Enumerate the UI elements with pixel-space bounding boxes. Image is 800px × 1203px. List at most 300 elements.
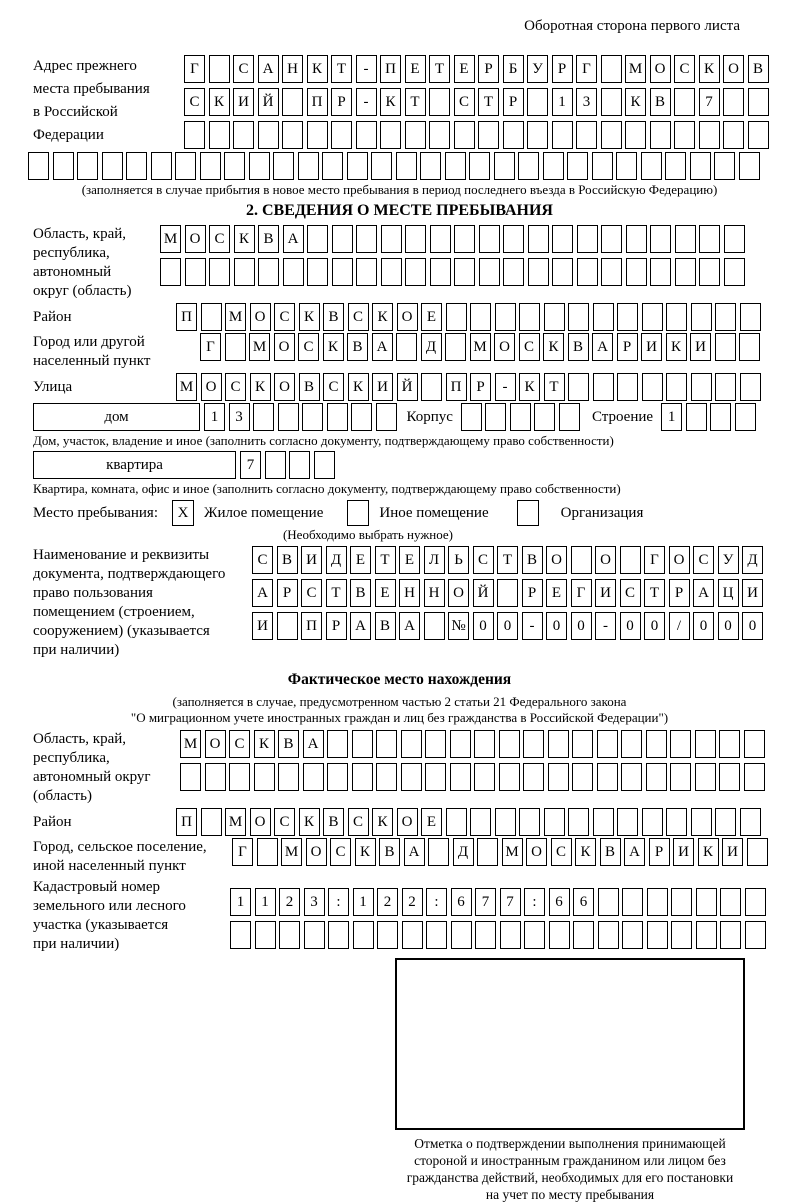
char-cell[interactable] — [205, 763, 226, 791]
char-cell[interactable]: О — [526, 838, 547, 866]
char-cell[interactable] — [576, 121, 597, 149]
char-cell[interactable]: : — [524, 888, 545, 916]
char-cell[interactable] — [454, 121, 475, 149]
char-cell[interactable] — [646, 763, 667, 791]
char-cell[interactable] — [503, 225, 524, 253]
char-cell[interactable] — [571, 546, 592, 574]
char-cell[interactable] — [740, 373, 761, 401]
char-cell[interactable] — [402, 921, 423, 949]
char-cell[interactable] — [650, 258, 671, 286]
char-cell[interactable] — [577, 258, 598, 286]
char-cell[interactable] — [720, 921, 741, 949]
char-cell[interactable]: О — [546, 546, 567, 574]
char-cell[interactable]: В — [600, 838, 621, 866]
char-cell[interactable] — [351, 403, 372, 431]
char-cell[interactable]: Е — [405, 55, 426, 83]
char-cell[interactable]: С — [209, 225, 230, 253]
char-cell[interactable]: Н — [424, 579, 445, 607]
char-cell[interactable]: И — [690, 333, 711, 361]
checkbox-inoe[interactable] — [347, 500, 369, 526]
char-cell[interactable] — [503, 258, 524, 286]
char-cell[interactable]: С — [252, 546, 273, 574]
char-cell[interactable] — [28, 152, 49, 180]
char-cell[interactable]: О — [306, 838, 327, 866]
char-cell[interactable] — [102, 152, 123, 180]
char-cell[interactable]: Р — [478, 55, 499, 83]
char-cell[interactable] — [377, 921, 398, 949]
char-cell[interactable]: С — [274, 808, 295, 836]
char-cell[interactable]: Д — [453, 838, 474, 866]
char-cell[interactable] — [715, 333, 736, 361]
char-cell[interactable] — [356, 258, 377, 286]
char-cell[interactable]: Р — [649, 838, 670, 866]
char-cell[interactable]: О — [274, 333, 295, 361]
char-cell[interactable] — [479, 258, 500, 286]
char-cell[interactable] — [671, 888, 692, 916]
char-cell[interactable]: Р — [331, 88, 352, 116]
char-cell[interactable]: И — [372, 373, 393, 401]
char-cell[interactable] — [572, 730, 593, 758]
char-cell[interactable]: Р — [503, 88, 524, 116]
char-cell[interactable]: Р — [326, 612, 347, 640]
char-cell[interactable]: Т — [644, 579, 665, 607]
char-cell[interactable] — [559, 403, 580, 431]
char-cell[interactable]: А — [283, 225, 304, 253]
char-cell[interactable]: К — [372, 808, 393, 836]
char-cell[interactable]: С — [184, 88, 205, 116]
char-cell[interactable] — [696, 888, 717, 916]
char-cell[interactable]: Н — [399, 579, 420, 607]
char-cell[interactable]: 2 — [377, 888, 398, 916]
char-cell[interactable]: 2 — [402, 888, 423, 916]
char-cell[interactable] — [621, 730, 642, 758]
char-cell[interactable] — [647, 888, 668, 916]
char-cell[interactable]: В — [522, 546, 543, 574]
char-cell[interactable] — [446, 808, 467, 836]
char-cell[interactable]: К — [699, 55, 720, 83]
checkbox-organizatsiya[interactable] — [517, 500, 539, 526]
char-cell[interactable] — [748, 121, 769, 149]
char-cell[interactable] — [352, 730, 373, 758]
char-cell[interactable] — [552, 121, 573, 149]
char-cell[interactable] — [740, 303, 761, 331]
char-cell[interactable]: С — [330, 838, 351, 866]
char-cell[interactable] — [209, 258, 230, 286]
char-cell[interactable]: К — [209, 88, 230, 116]
char-cell[interactable] — [626, 225, 647, 253]
char-cell[interactable] — [209, 55, 230, 83]
char-cell[interactable]: И — [673, 838, 694, 866]
char-cell[interactable] — [524, 921, 545, 949]
char-cell[interactable] — [278, 403, 299, 431]
char-cell[interactable] — [479, 225, 500, 253]
char-cell[interactable]: С — [473, 546, 494, 574]
char-cell[interactable] — [699, 121, 720, 149]
char-cell[interactable]: С — [225, 373, 246, 401]
char-cell[interactable] — [371, 152, 392, 180]
char-cell[interactable]: 3 — [304, 888, 325, 916]
char-cell[interactable]: О — [250, 808, 271, 836]
char-cell[interactable] — [745, 888, 766, 916]
char-cell[interactable] — [503, 121, 524, 149]
char-cell[interactable] — [719, 730, 740, 758]
char-cell[interactable] — [650, 225, 671, 253]
char-cell[interactable]: О — [205, 730, 226, 758]
char-cell[interactable] — [405, 225, 426, 253]
char-cell[interactable] — [592, 152, 613, 180]
char-cell[interactable] — [331, 121, 352, 149]
char-cell[interactable]: Г — [571, 579, 592, 607]
char-cell[interactable]: У — [527, 55, 548, 83]
char-cell[interactable]: О — [201, 373, 222, 401]
char-cell[interactable] — [568, 303, 589, 331]
char-cell[interactable] — [691, 373, 712, 401]
char-cell[interactable] — [739, 333, 760, 361]
char-cell[interactable]: : — [328, 888, 349, 916]
char-cell[interactable] — [745, 921, 766, 949]
char-cell[interactable] — [425, 763, 446, 791]
char-cell[interactable]: В — [347, 333, 368, 361]
char-cell[interactable] — [740, 808, 761, 836]
char-cell[interactable]: 0 — [718, 612, 739, 640]
char-cell[interactable] — [478, 121, 499, 149]
char-cell[interactable] — [528, 258, 549, 286]
char-cell[interactable] — [201, 303, 222, 331]
char-cell[interactable]: С — [233, 55, 254, 83]
char-cell[interactable] — [642, 373, 663, 401]
char-cell[interactable] — [720, 888, 741, 916]
char-cell[interactable] — [474, 730, 495, 758]
char-cell[interactable] — [160, 258, 181, 286]
char-cell[interactable] — [352, 763, 373, 791]
char-cell[interactable]: В — [278, 730, 299, 758]
char-cell[interactable]: М — [180, 730, 201, 758]
char-cell[interactable] — [691, 303, 712, 331]
char-cell[interactable] — [597, 730, 618, 758]
char-cell[interactable] — [719, 763, 740, 791]
char-cell[interactable]: У — [718, 546, 739, 574]
char-cell[interactable] — [552, 258, 573, 286]
char-cell[interactable]: Т — [405, 88, 426, 116]
char-cell[interactable]: В — [650, 88, 671, 116]
char-cell[interactable]: Б — [503, 55, 524, 83]
char-cell[interactable] — [470, 303, 491, 331]
char-cell[interactable]: 1 — [353, 888, 374, 916]
char-cell[interactable] — [249, 152, 270, 180]
char-cell[interactable] — [347, 152, 368, 180]
char-cell[interactable] — [396, 333, 417, 361]
char-cell[interactable]: В — [323, 303, 344, 331]
char-cell[interactable] — [445, 333, 466, 361]
char-cell[interactable] — [430, 225, 451, 253]
char-cell[interactable] — [401, 763, 422, 791]
char-cell[interactable] — [429, 121, 450, 149]
char-cell[interactable]: С — [348, 808, 369, 836]
char-cell[interactable]: А — [372, 333, 393, 361]
char-cell[interactable] — [200, 152, 221, 180]
char-cell[interactable]: В — [748, 55, 769, 83]
char-cell[interactable] — [376, 730, 397, 758]
char-cell[interactable] — [77, 152, 98, 180]
char-cell[interactable] — [625, 121, 646, 149]
char-cell[interactable]: А — [624, 838, 645, 866]
char-cell[interactable] — [715, 373, 736, 401]
char-cell[interactable]: А — [303, 730, 324, 758]
char-cell[interactable]: М — [625, 55, 646, 83]
char-cell[interactable]: В — [323, 808, 344, 836]
char-cell[interactable]: К — [698, 838, 719, 866]
char-cell[interactable] — [527, 88, 548, 116]
char-cell[interactable] — [714, 152, 735, 180]
char-cell[interactable] — [601, 258, 622, 286]
char-cell[interactable] — [421, 373, 442, 401]
char-cell[interactable]: О — [397, 808, 418, 836]
char-cell[interactable]: М — [249, 333, 270, 361]
char-cell[interactable] — [695, 730, 716, 758]
char-cell[interactable] — [620, 546, 641, 574]
char-cell[interactable]: Г — [200, 333, 221, 361]
char-cell[interactable]: К — [323, 333, 344, 361]
char-cell[interactable] — [307, 121, 328, 149]
char-cell[interactable]: - — [595, 612, 616, 640]
char-cell[interactable]: К — [254, 730, 275, 758]
char-cell[interactable]: 7 — [475, 888, 496, 916]
char-cell[interactable]: О — [185, 225, 206, 253]
char-cell[interactable] — [381, 225, 402, 253]
char-cell[interactable] — [282, 88, 303, 116]
char-cell[interactable]: К — [355, 838, 376, 866]
char-cell[interactable] — [543, 152, 564, 180]
char-cell[interactable]: В — [375, 612, 396, 640]
char-cell[interactable]: Д — [742, 546, 763, 574]
char-cell[interactable]: Т — [544, 373, 565, 401]
char-cell[interactable]: К — [299, 303, 320, 331]
char-cell[interactable]: К — [299, 808, 320, 836]
char-cell[interactable]: - — [356, 55, 377, 83]
char-cell[interactable] — [428, 838, 449, 866]
char-cell[interactable]: Г — [576, 55, 597, 83]
char-cell[interactable] — [674, 88, 695, 116]
char-cell[interactable] — [523, 763, 544, 791]
char-cell[interactable] — [450, 763, 471, 791]
char-cell[interactable] — [642, 303, 663, 331]
char-cell[interactable] — [666, 373, 687, 401]
char-cell[interactable] — [650, 121, 671, 149]
char-cell[interactable] — [622, 921, 643, 949]
char-cell[interactable] — [461, 403, 482, 431]
char-cell[interactable]: О — [650, 55, 671, 83]
char-cell[interactable] — [332, 258, 353, 286]
char-cell[interactable] — [699, 258, 720, 286]
char-cell[interactable]: 0 — [742, 612, 763, 640]
char-cell[interactable] — [303, 763, 324, 791]
char-cell[interactable]: М — [470, 333, 491, 361]
char-cell[interactable]: А — [258, 55, 279, 83]
char-cell[interactable] — [230, 921, 251, 949]
char-cell[interactable] — [126, 152, 147, 180]
char-cell[interactable] — [567, 152, 588, 180]
char-cell[interactable] — [327, 763, 348, 791]
char-cell[interactable]: Г — [184, 55, 205, 83]
char-cell[interactable]: М — [225, 303, 246, 331]
char-cell[interactable] — [356, 225, 377, 253]
char-cell[interactable]: О — [723, 55, 744, 83]
char-cell[interactable]: 0 — [693, 612, 714, 640]
char-cell[interactable] — [499, 730, 520, 758]
char-cell[interactable] — [647, 921, 668, 949]
char-cell[interactable] — [233, 121, 254, 149]
char-cell[interactable]: О — [669, 546, 690, 574]
char-cell[interactable]: 0 — [497, 612, 518, 640]
char-cell[interactable]: Р — [617, 333, 638, 361]
char-cell[interactable]: Д — [326, 546, 347, 574]
char-cell[interactable] — [744, 763, 765, 791]
char-cell[interactable] — [469, 152, 490, 180]
char-cell[interactable] — [723, 121, 744, 149]
char-cell[interactable]: Г — [644, 546, 665, 574]
char-cell[interactable] — [616, 152, 637, 180]
char-cell[interactable]: Р — [552, 55, 573, 83]
char-cell[interactable]: - — [495, 373, 516, 401]
char-cell[interactable]: В — [350, 579, 371, 607]
char-cell[interactable] — [674, 121, 695, 149]
char-cell[interactable]: И — [233, 88, 254, 116]
char-cell[interactable]: С — [348, 303, 369, 331]
char-cell[interactable] — [598, 888, 619, 916]
char-cell[interactable]: О — [250, 303, 271, 331]
char-cell[interactable] — [234, 258, 255, 286]
char-cell[interactable]: 1 — [552, 88, 573, 116]
char-cell[interactable] — [376, 403, 397, 431]
char-cell[interactable] — [327, 730, 348, 758]
char-cell[interactable] — [510, 403, 531, 431]
char-cell[interactable] — [420, 152, 441, 180]
char-cell[interactable] — [518, 152, 539, 180]
char-cell[interactable] — [475, 921, 496, 949]
char-cell[interactable]: 3 — [576, 88, 597, 116]
char-cell[interactable]: П — [301, 612, 322, 640]
char-cell[interactable] — [258, 258, 279, 286]
char-cell[interactable] — [332, 225, 353, 253]
char-cell[interactable] — [254, 763, 275, 791]
char-cell[interactable] — [401, 730, 422, 758]
char-cell[interactable] — [376, 763, 397, 791]
char-cell[interactable]: С — [620, 579, 641, 607]
char-cell[interactable]: 1 — [661, 403, 682, 431]
char-cell[interactable] — [748, 88, 769, 116]
char-cell[interactable] — [646, 730, 667, 758]
char-cell[interactable]: П — [380, 55, 401, 83]
char-cell[interactable]: М — [176, 373, 197, 401]
char-cell[interactable] — [744, 730, 765, 758]
char-cell[interactable] — [283, 258, 304, 286]
char-cell[interactable]: / — [669, 612, 690, 640]
char-cell[interactable] — [451, 921, 472, 949]
char-cell[interactable]: 0 — [571, 612, 592, 640]
char-cell[interactable]: 7 — [699, 88, 720, 116]
char-cell[interactable] — [544, 808, 565, 836]
char-cell[interactable] — [424, 612, 445, 640]
char-cell[interactable] — [519, 808, 540, 836]
char-cell[interactable]: Р — [470, 373, 491, 401]
char-cell[interactable] — [282, 121, 303, 149]
char-cell[interactable] — [572, 763, 593, 791]
char-cell[interactable] — [593, 303, 614, 331]
char-cell[interactable] — [695, 763, 716, 791]
char-cell[interactable]: П — [176, 303, 197, 331]
char-cell[interactable] — [201, 808, 222, 836]
char-cell[interactable] — [715, 303, 736, 331]
char-cell[interactable] — [597, 763, 618, 791]
char-cell[interactable] — [601, 88, 622, 116]
char-cell[interactable] — [289, 451, 310, 479]
char-cell[interactable] — [710, 403, 731, 431]
char-cell[interactable]: И — [595, 579, 616, 607]
char-cell[interactable]: О — [494, 333, 515, 361]
char-cell[interactable]: Й — [397, 373, 418, 401]
char-cell[interactable] — [298, 152, 319, 180]
char-cell[interactable] — [598, 921, 619, 949]
char-cell[interactable] — [450, 730, 471, 758]
char-cell[interactable]: А — [399, 612, 420, 640]
char-cell[interactable] — [446, 303, 467, 331]
char-cell[interactable]: К — [250, 373, 271, 401]
char-cell[interactable]: С — [551, 838, 572, 866]
char-cell[interactable] — [670, 730, 691, 758]
char-cell[interactable] — [278, 763, 299, 791]
char-cell[interactable] — [405, 121, 426, 149]
char-cell[interactable]: К — [307, 55, 328, 83]
char-cell[interactable] — [307, 258, 328, 286]
char-cell[interactable] — [601, 121, 622, 149]
char-cell[interactable] — [724, 225, 745, 253]
char-cell[interactable] — [499, 763, 520, 791]
char-cell[interactable] — [621, 763, 642, 791]
char-cell[interactable] — [151, 152, 172, 180]
char-cell[interactable] — [699, 225, 720, 253]
char-cell[interactable] — [425, 730, 446, 758]
char-cell[interactable] — [277, 612, 298, 640]
char-cell[interactable]: Й — [258, 88, 279, 116]
char-cell[interactable]: Н — [282, 55, 303, 83]
char-cell[interactable] — [53, 152, 74, 180]
char-cell[interactable] — [527, 121, 548, 149]
char-cell[interactable]: М — [502, 838, 523, 866]
char-cell[interactable] — [185, 258, 206, 286]
char-cell[interactable]: И — [301, 546, 322, 574]
char-cell[interactable] — [474, 763, 495, 791]
char-cell[interactable] — [356, 121, 377, 149]
char-cell[interactable]: М — [160, 225, 181, 253]
char-cell[interactable] — [405, 258, 426, 286]
char-cell[interactable] — [209, 121, 230, 149]
char-cell[interactable] — [690, 152, 711, 180]
char-cell[interactable] — [641, 152, 662, 180]
char-cell[interactable]: - — [522, 612, 543, 640]
char-cell[interactable]: И — [252, 612, 273, 640]
char-cell[interactable]: К — [234, 225, 255, 253]
char-cell[interactable] — [552, 225, 573, 253]
char-cell[interactable] — [258, 121, 279, 149]
char-cell[interactable]: К — [372, 303, 393, 331]
char-cell[interactable]: И — [641, 333, 662, 361]
char-cell[interactable]: Т — [497, 546, 518, 574]
char-cell[interactable]: Е — [454, 55, 475, 83]
char-cell[interactable]: К — [575, 838, 596, 866]
char-cell[interactable] — [686, 403, 707, 431]
char-cell[interactable] — [548, 730, 569, 758]
char-cell[interactable] — [327, 403, 348, 431]
